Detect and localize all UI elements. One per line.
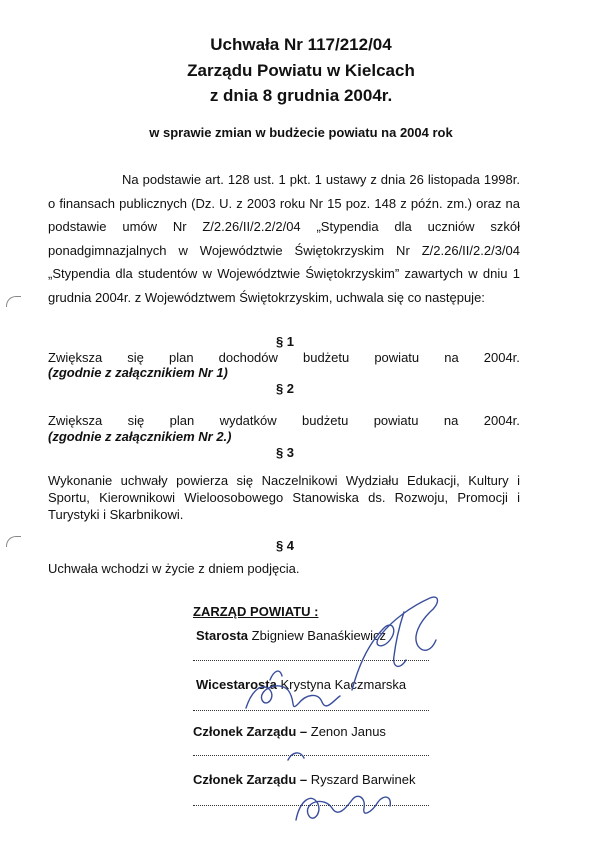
- word: się: [127, 350, 144, 365]
- board-name: Zarządu Powiatu w Kielcach: [187, 61, 415, 80]
- section-3-heading: § 3: [275, 445, 295, 460]
- word: na: [444, 350, 459, 365]
- signature-dotted-line: [193, 710, 429, 711]
- word: na: [443, 413, 459, 428]
- signature-line-wicestarosta: [196, 677, 406, 692]
- signature-role: Członek Zarządu –: [193, 724, 308, 739]
- signature-name: Zenon Janus: [310, 724, 386, 739]
- word: Zwiększa: [48, 350, 103, 365]
- word: 2004r.: [483, 413, 520, 428]
- word: plan: [169, 413, 195, 428]
- section-4-text: Uchwała wchodzi w życie z dniem podjęcia.: [48, 561, 300, 576]
- signature-name: Ryszard Barwinek: [310, 772, 416, 787]
- word: się: [127, 413, 145, 428]
- signature-line-starosta: [196, 628, 386, 643]
- word: 2004r.: [483, 350, 520, 365]
- signatures-heading: ZARZĄD POWIATU :: [193, 604, 319, 619]
- word: Zwiększa: [48, 413, 103, 428]
- section-1-text: [48, 350, 520, 365]
- word: budżetu: [302, 350, 350, 365]
- signature-line-member-2: [193, 772, 416, 787]
- section-1-note: (zgodnie z załącznikiem Nr 1): [48, 365, 228, 380]
- word: wydatków: [219, 413, 277, 428]
- scan-margin-mark: [6, 296, 21, 307]
- resolution-title: Uchwała Nr 117/212/04: [210, 35, 392, 54]
- section-2-note: (zgodnie z załącznikiem Nr 2.): [48, 429, 232, 444]
- section-4-heading: § 4: [275, 538, 295, 553]
- section-2-text: [48, 413, 520, 428]
- word: powiatu: [373, 413, 419, 428]
- section-3-text: Wykonanie uchwały powierza się Naczelnikowi Wydziału Edukacji, Kultury i Sportu, Kierownikowi Wieloosobowego Stanowiska ds. Rozwoju, Promocji i Turystyki i Skarbnikowi.: [48, 473, 520, 522]
- section-2-heading: § 2: [275, 381, 295, 396]
- signature-role: Starosta: [196, 628, 249, 643]
- signature-dotted-line: [193, 805, 429, 806]
- word: plan: [168, 350, 194, 365]
- signature-name: Zbigniew Banaśkiewicz: [251, 628, 387, 643]
- resolution-date: z dnia 8 grudnia 2004r.: [209, 86, 393, 105]
- word: powiatu: [374, 350, 420, 365]
- signature-role: Członek Zarządu –: [193, 772, 308, 787]
- word: budżetu: [302, 413, 349, 428]
- signature-line-member-1: [193, 724, 386, 739]
- signature-dotted-line: [193, 755, 429, 756]
- section-1-heading: § 1: [275, 334, 295, 349]
- signature-dotted-line: [193, 660, 429, 661]
- word: dochodów: [218, 350, 278, 365]
- resolution-subject: w sprawie zmian w budżecie powiatu na 2004 rok: [149, 125, 453, 140]
- signature-role: Wicestarosta: [196, 677, 277, 692]
- scan-margin-mark: [6, 536, 21, 547]
- signature-name: Krystyna Kaczmarska: [280, 677, 407, 692]
- preamble-paragraph: Na podstawie art. 128 ust. 1 pkt. 1 ustawy z dnia 26 listopada 1998r. o finansach publicznych (Dz. U. z 2003 roku Nr 15 poz. 148 z późn. zm.) oraz na podstawie umów Nr Z/2.26/II/2.2/2/04 „Stypendia dla uczniów szkół ponadgimnazjalnych w Województwie Świętokrzyskim Nr Z/2.26/II/2.2/3/04 „Stypendia dla studentów w Województwie Świętokrzyskim” zawartych w dniu 1 grudnia 2004r. z Województwem Świętokrzyskim, uchwala się co następuje:: [48, 172, 520, 305]
